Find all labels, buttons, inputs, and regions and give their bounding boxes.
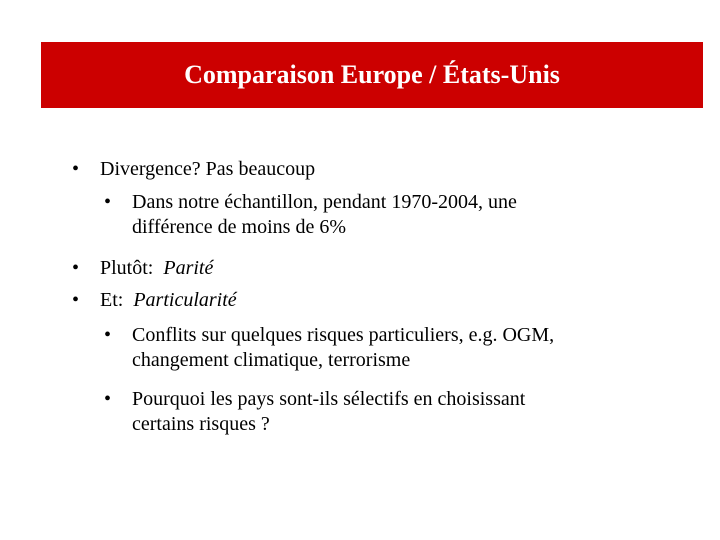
bullet-dot: • <box>104 191 112 213</box>
bullet-text: Divergence? Pas beaucoup <box>100 158 316 180</box>
bullet-item <box>72 256 214 281</box>
bullet-text-line: Pourquoi les pays sont-ils sélectifs en choisissant <box>132 388 526 410</box>
bullet-item <box>72 157 316 182</box>
sub-bullet-item <box>104 387 526 437</box>
bullet-emphasis: Particularité <box>133 289 237 311</box>
bullet-emphasis: Parité <box>163 257 214 279</box>
bullet-dot: • <box>72 257 80 279</box>
bullet-item <box>72 288 237 313</box>
bullet-dot: • <box>104 324 112 346</box>
bullet-dot: • <box>72 289 80 311</box>
bullet-text-line: Dans notre échantillon, pendant 1970-2004, une <box>132 191 517 213</box>
sub-bullet-item <box>104 190 517 240</box>
bullet-dot: • <box>104 388 112 410</box>
slide-title-bar <box>41 42 703 108</box>
bullet-prefix: Et: <box>100 289 134 311</box>
bullet-text-line: Conflits sur quelques risques particuliers, e.g. OGM, <box>132 324 555 346</box>
bullet-text-line: changement climatique, terrorisme <box>132 349 411 371</box>
slide-title: Comparaison Europe / États-Unis <box>184 60 560 89</box>
bullet-dot: • <box>72 158 80 180</box>
bullet-text-line: différence de moins de 6% <box>132 216 346 238</box>
bullet-text-line: certains risques ? <box>132 413 270 435</box>
sub-bullet-item <box>104 323 555 373</box>
bullet-prefix: Plutôt: <box>100 257 164 279</box>
